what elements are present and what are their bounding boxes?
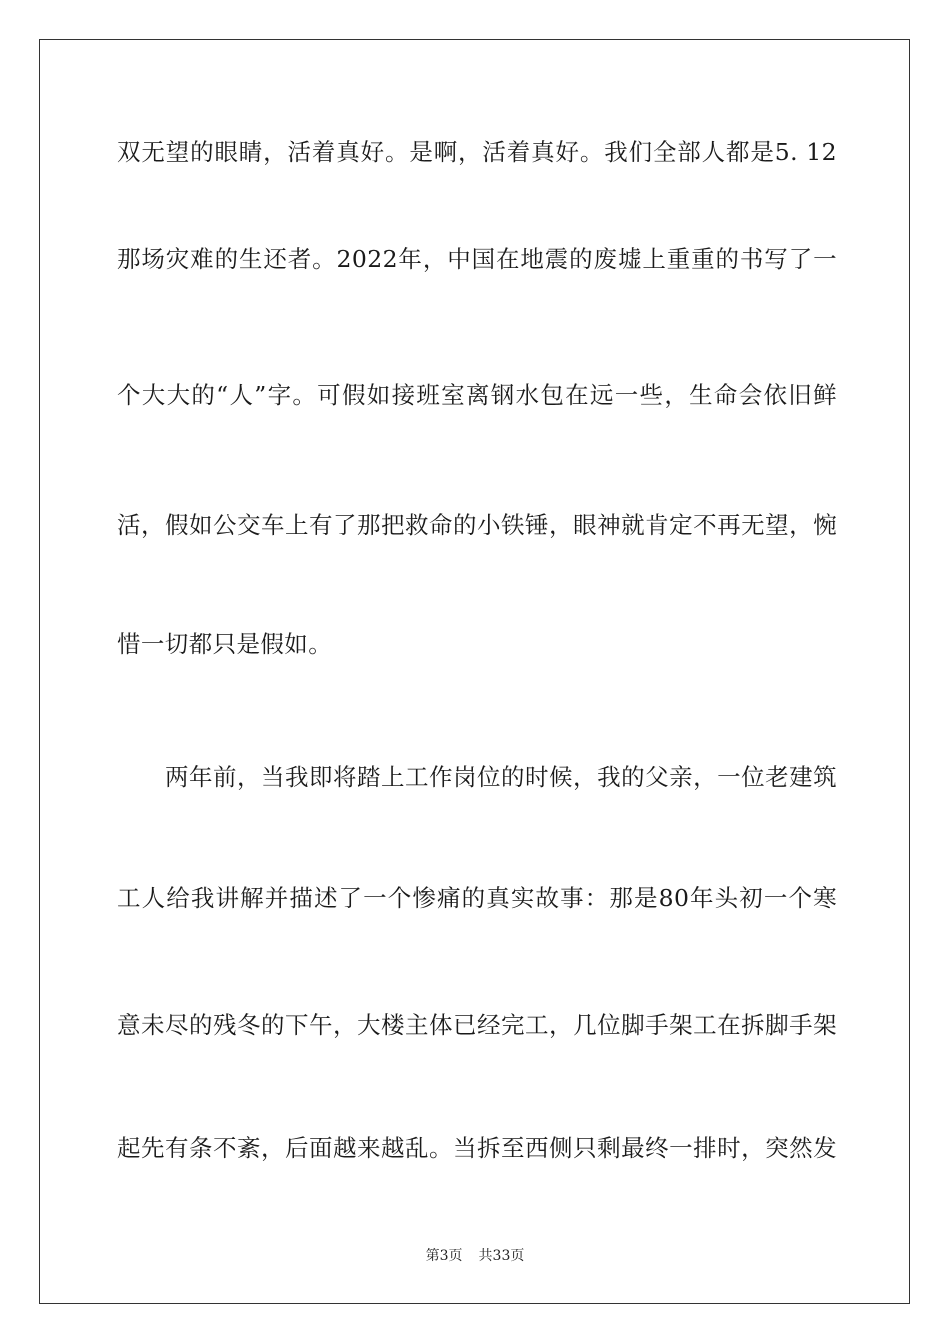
- body-line-8: 意未尽的残冬的下午，大楼主体已经完工，几位脚手架工在拆脚手架: [117, 1011, 837, 1039]
- page-number: 第3页: [425, 1248, 463, 1264]
- body-line-9: 起先有条不紊，后面越来越乱。当拆至西侧只剩最终一排时，突然发: [117, 1134, 837, 1162]
- body-line-1: 双无望的眼睛，活着真好。是啊，活着真好。我们全部人都是5. 12: [117, 138, 837, 166]
- body-line-6: 两年前，当我即将踏上工作岗位的时候，我的父亲，一位老建筑: [165, 763, 837, 791]
- body-line-2: 那场灾难的生还者。2022年，中国在地震的废墟上重重的书写了一: [117, 245, 837, 273]
- body-line-7: 工人给我讲解并描述了一个惨痛的真实故事：那是80年头初一个寒: [117, 884, 837, 912]
- body-line-4: 活，假如公交车上有了那把救命的小铁锤，眼神就肯定不再无望，惋: [117, 511, 837, 539]
- body-line-5: 惜一切都只是假如。: [117, 630, 333, 658]
- page-border: [39, 39, 910, 1304]
- page-footer: [0, 1246, 950, 1266]
- page-total: 共33页: [478, 1248, 525, 1264]
- body-line-3: 个大大的“人”字。可假如接班室离钢水包在远一些，生命会依旧鲜: [117, 381, 837, 409]
